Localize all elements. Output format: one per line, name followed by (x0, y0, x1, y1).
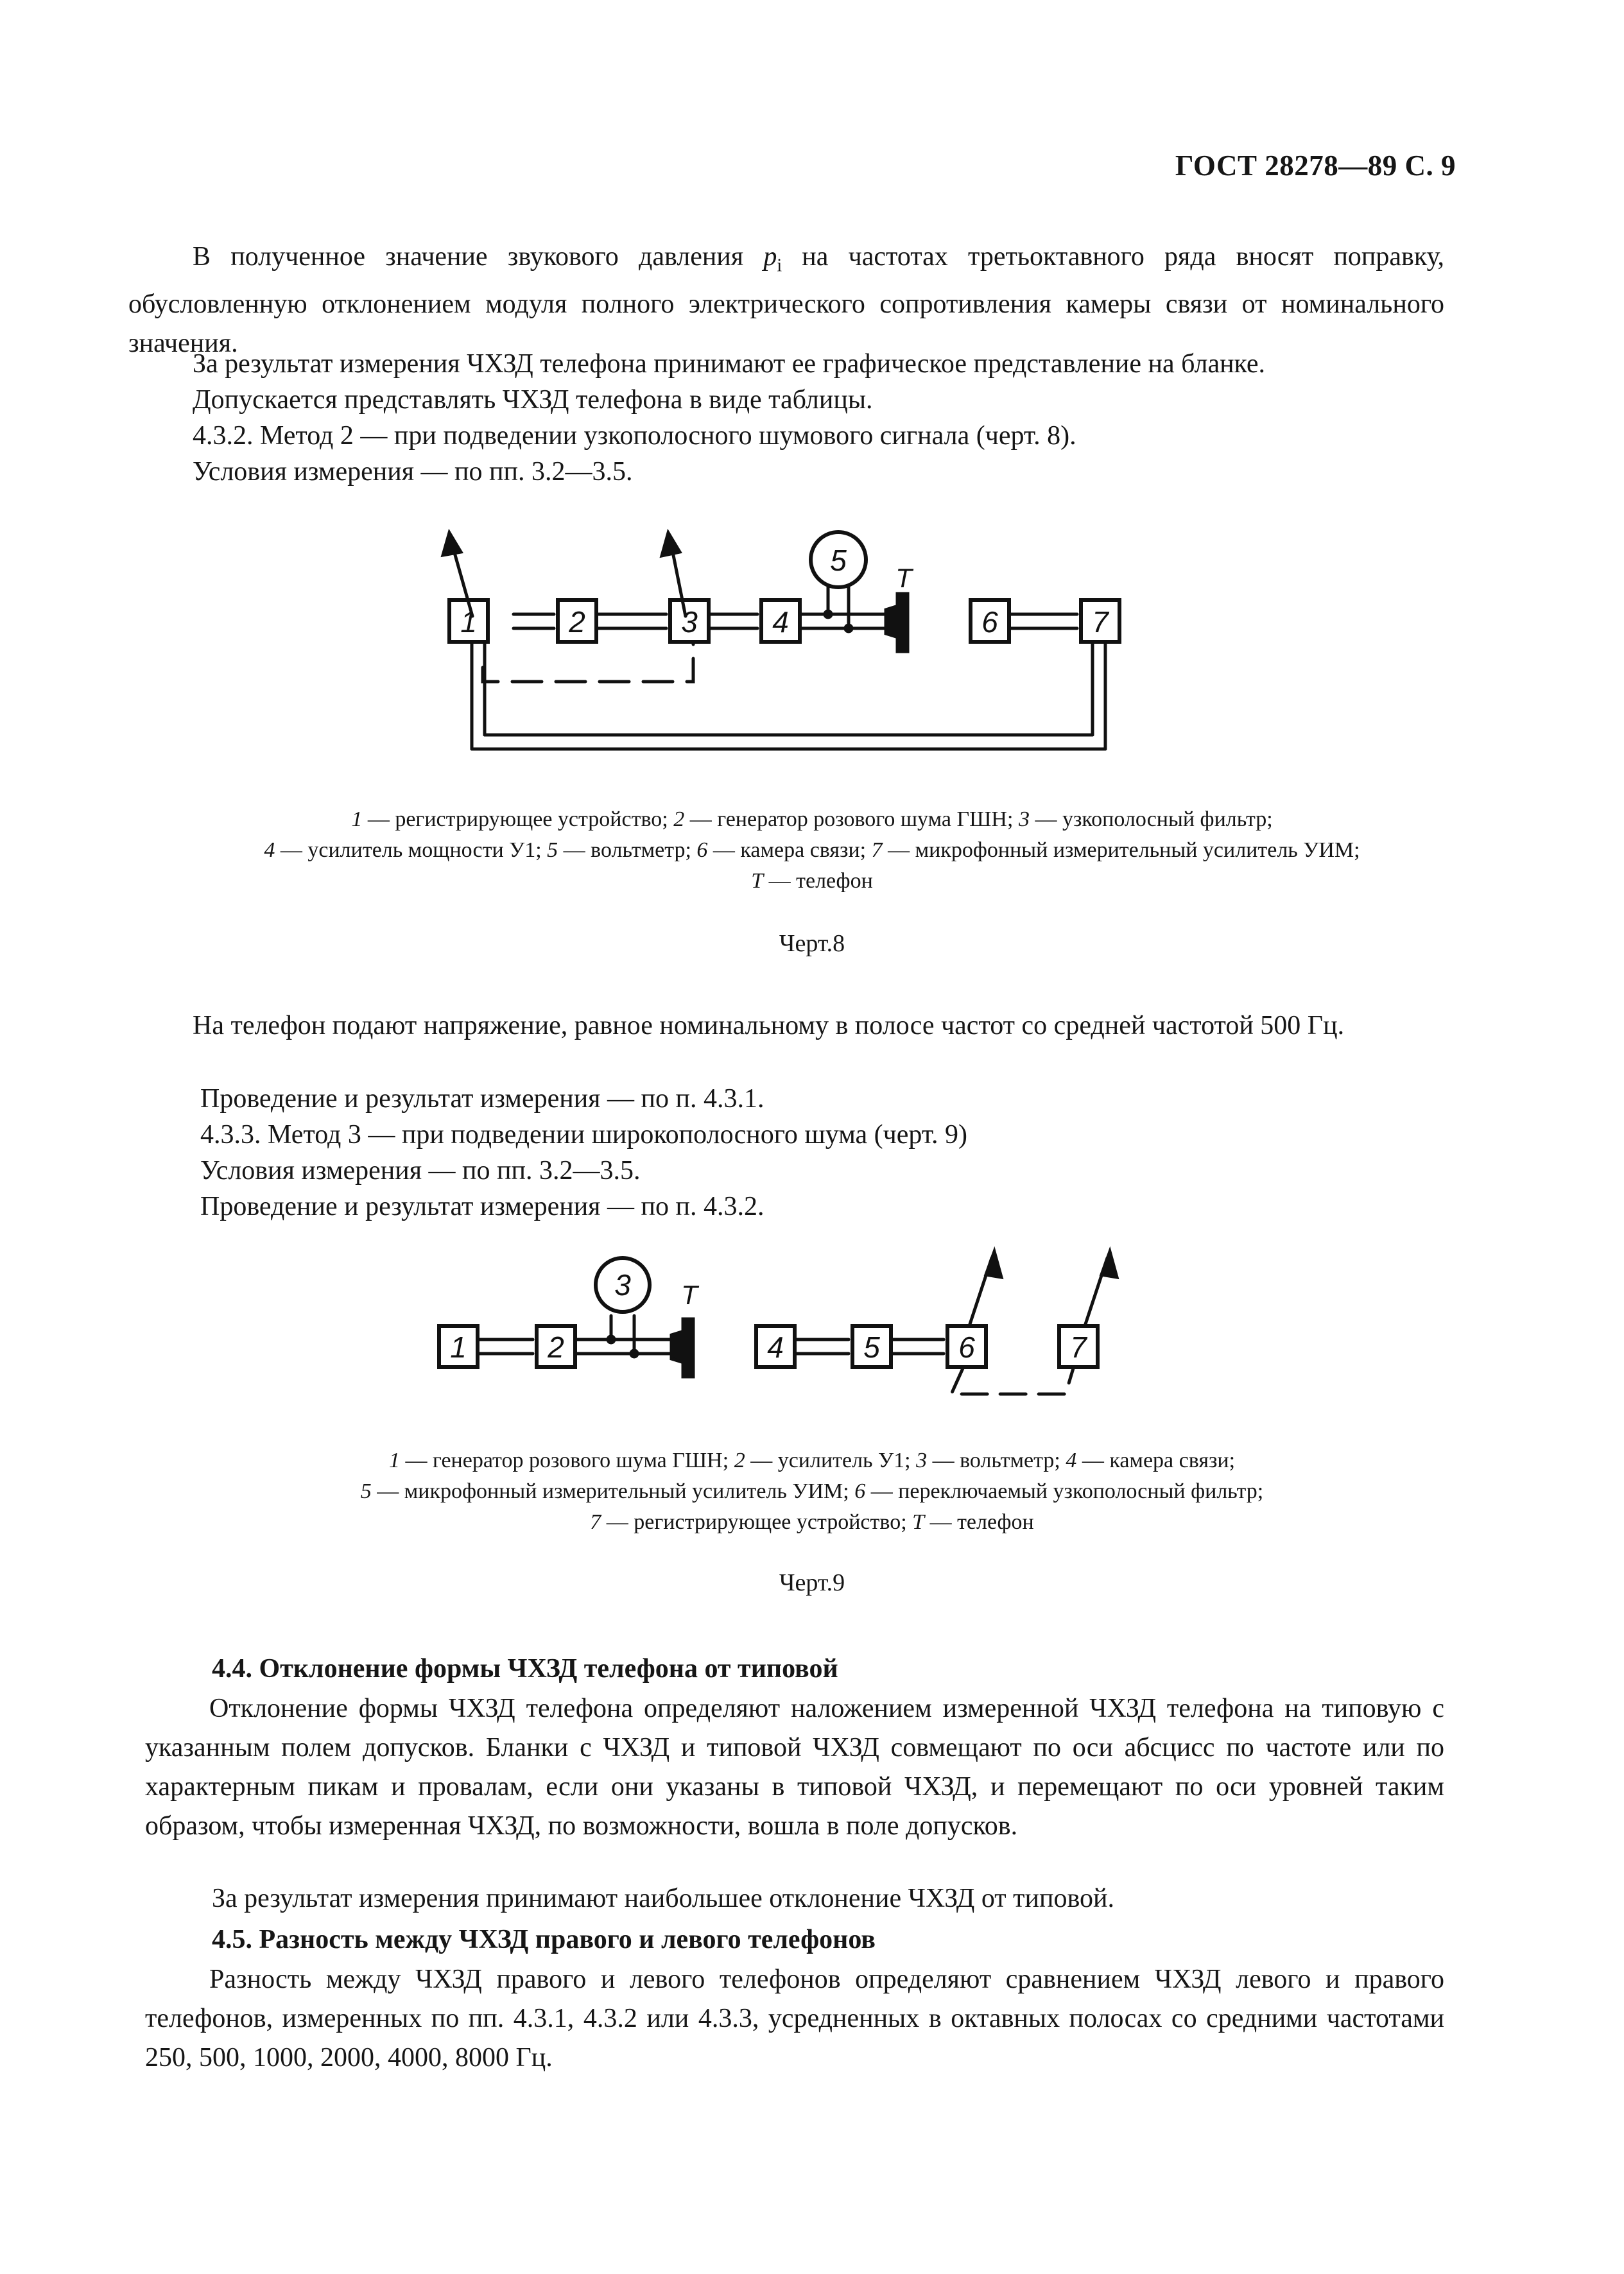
arrow-from-block-7 (1085, 1252, 1117, 1326)
paragraph-procedure-431: Проведение и результат измерения — по п. 4.3.1. (200, 1084, 764, 1114)
svg-text:T: T (681, 1280, 698, 1310)
svg-text:5: 5 (863, 1331, 880, 1364)
section-4-5-heading: 4.5. Разность между ЧХЗД правого и левого телефонов (212, 1925, 876, 1954)
svg-text:6: 6 (958, 1331, 975, 1364)
svg-text:3: 3 (681, 605, 698, 639)
svg-text:2: 2 (548, 1331, 564, 1364)
figure-9-caption: Черт.9 (779, 1569, 845, 1596)
figure-8-legend-line-2: 4 — усилитель мощности У1; 5 — вольтметр; 6 — камера связи; 7 — микрофонный измерительный усилитель УИМ; (264, 838, 1360, 862)
section-4-5-paragraph: Разность между ЧХЗД правого и левого телефонов определяют сравнением ЧХЗД левого и правого телефонов, измеренных по пп. 4.3.1, 4.3.2 или 4.3.3, усредненных в октавных полосах со средними частотами 250, 500, 1000, 2000, 4000, 8000 Гц. (145, 1965, 1444, 2072)
paragraph-table-allowed: Допускается представлять ЧХЗД телефона в виде таблицы. (193, 385, 873, 415)
svg-text:4: 4 (767, 1331, 784, 1364)
section-4-4-heading: 4.4. Отклонение формы ЧХЗД телефона от типовой (212, 1654, 838, 1684)
svg-text:3: 3 (614, 1268, 631, 1302)
arrow-from-block-6 (969, 1252, 1001, 1326)
page-header: ГОСТ 28278—89 С. 9 (1175, 150, 1456, 182)
arrow-from-block-1 (443, 533, 472, 616)
section-4-3-2-title: 4.3.2. Метод 2 — при подведении узкополосного шумового сигнала (черт. 8). (193, 421, 1076, 451)
paragraph-correction: В полученное значение звукового давления $p_i$ на частотах третьоктавного ряда вносят поправку, обусловленную отклонением модуля полного электрического сопротивления камеры связи от номинального значения. (128, 242, 1444, 359)
svg-text:6: 6 (981, 605, 998, 639)
svg-text:4: 4 (772, 605, 789, 639)
svg-text:1: 1 (460, 605, 477, 639)
figure-8-legend (128, 804, 1496, 897)
figure-8-legend-line-1: 1 — регистрирующее устройство; 2 — генератор розового шума ГШН; 3 — узкополосный фильтр; (351, 807, 1273, 831)
svg-text:7: 7 (1092, 605, 1109, 639)
section-4-3-2-conditions: Условия измерения — по пп. 3.2—3.5. (193, 457, 633, 487)
figure-9-diagram (0, 1219, 1624, 1476)
section-4-4-result: За результат измерения принимают наибольшее отклонение ЧХЗД от типовой. (212, 1884, 1114, 1913)
section-4-3-3-title: 4.3.3. Метод 3 — при подведении широкополосного шума (черт. 9) (200, 1120, 968, 1150)
section-4-3-3-procedure: Проведение и результат измерения — по п. 4.3.2. (200, 1192, 764, 1221)
arrow-from-block-3 (662, 533, 686, 616)
svg-text:T: T (895, 563, 912, 593)
svg-text:1: 1 (450, 1331, 467, 1364)
figure-8-diagram (0, 0, 1624, 899)
svg-text:5: 5 (830, 544, 847, 577)
figure-8-caption: Черт.8 (779, 930, 845, 957)
section-4-3-3-conditions: Условия измерения — по пп. 3.2—3.5. (200, 1156, 641, 1185)
svg-text:7: 7 (1070, 1331, 1087, 1364)
figure-9-legend-line-1: 1 — генератор розового шума ГШН; 2 — усилитель У1; 3 — вольтметр; 4 — камера связи; (388, 1449, 1236, 1472)
section-4-4-paragraph: Отклонение формы ЧХЗД телефона определяют наложением измеренной ЧХЗД телефона на типовую с указанным полем допусков. Бланки с ЧХЗД и типовой ЧХЗД совмещают по оси абсцисс по частоте или по характерным пикам и провалам, если они указаны в типовой ЧХЗД, и перемещают по оси уровней таким образом, чтобы измеренная ЧХЗД, по возможности, вошла в поле допусков. (145, 1694, 1444, 1841)
figure-8-legend-line-3: T — телефон (751, 869, 873, 893)
svg-text:2: 2 (569, 605, 585, 639)
figure-9-legend (128, 1445, 1496, 1538)
paragraph-result: За результат измерения ЧХЗД телефона принимают ее графическое представление на бланке. (193, 349, 1266, 379)
figure-9-legend-line-2: 5 — микрофонный измерительный усилитель УИМ; 6 — переключаемый узкополосный фильтр; (360, 1479, 1264, 1503)
paragraph-voltage: На телефон подают напряжение, равное номинальному в полосе частот со средней частотой 500 Гц. (193, 1011, 1345, 1040)
figure-9-legend-line-3: 7 — регистрирующее устройство; T — телефон (590, 1510, 1034, 1534)
